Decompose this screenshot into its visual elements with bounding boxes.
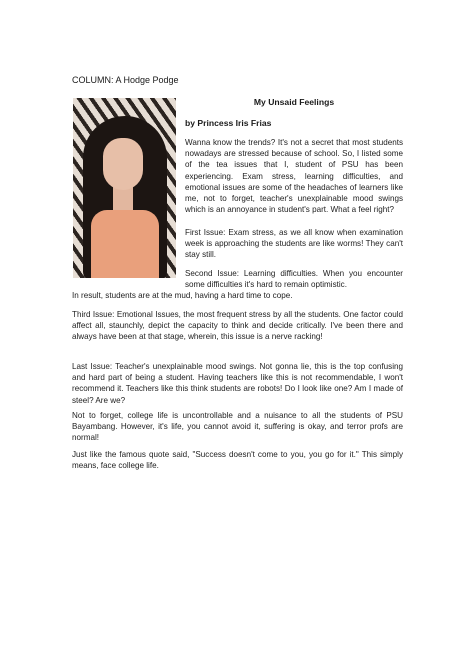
column-label: COLUMN: A Hodge Podge <box>72 75 179 85</box>
paragraph-last-issue: Last Issue: Teacher's unexplainable mood swings. Not gonna lie, this is the top confusing and hard part of being a student. Having teachers like this is not recommendable, I won't recommend it. Teachers like this think students are robots! Do I look like one? Am I made of steel? Are we? <box>72 362 403 405</box>
paragraph-quote: Just like the famous quote said, "Success doesn't come to you, you go for it." This simply means, face college life. <box>72 450 403 471</box>
photo-clothing <box>91 210 159 278</box>
paragraph-intro: Wanna know the trends? It's not a secret that most students nowadays are stressed because of school. So, I listed some of the tea issues that I, student of PSU has been experiencing. Exam stress, learning difficulties, and emotional issues are some of the headaches of learners like me, not to forget, teacher's unexplainable mood swings which is an annoyance in student's part. What a feel right? <box>185 138 403 215</box>
paragraph-college-life: Not to forget, college life is uncontrollable and a nuisance to all the students of PSU Bayambang. However, it's life, you cannot avoid it, suffering is okay, and terror profs are normal! <box>72 411 403 443</box>
photo-face <box>103 138 143 190</box>
paragraph-third-issue: Third Issue: Emotional Issues, the most frequent stress by all the students. One factor could affect all, staunchly, depict the capacity to think and decide critically. I've been there and always have been at that stage, wherein, this issue is a nerve racking! <box>72 310 403 342</box>
author-photo <box>73 98 176 278</box>
paragraph-second-issue-cont: In result, students are at the mud, having a hard time to cope. <box>72 291 293 300</box>
paragraph-second-issue: Second Issue: Learning difficulties. When you encounter some difficulties it's hard to remain optimistic. <box>185 269 403 290</box>
article-byline: by Princess Iris Frias <box>185 118 272 128</box>
paragraph-first-issue: First Issue: Exam stress, as we all know when examination week is approaching the students are like worms! They can't stay still. <box>185 228 403 260</box>
article-title: My Unsaid Feelings <box>253 97 335 107</box>
